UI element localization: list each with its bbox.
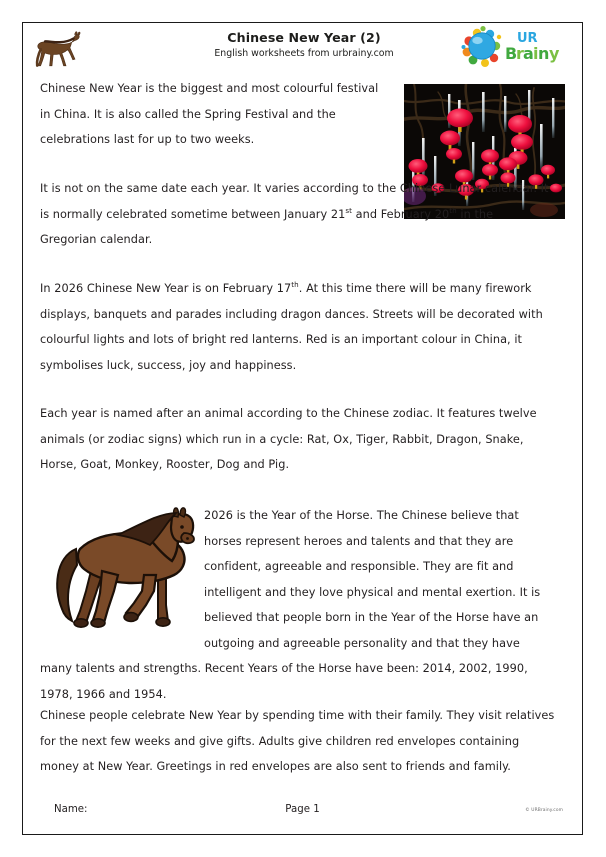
- worksheet-header: [24, 24, 581, 72]
- urbrainy-logo: [461, 25, 573, 69]
- copyright-notice: © URBrainy.com: [525, 808, 563, 813]
- ordinal-suffix-st: st: [345, 205, 353, 215]
- page-subtitle: English worksheets from urbrainy.com: [214, 48, 394, 59]
- paragraph-5-text: 2026 is the Year of the Horse. The Chinese believe that horses represent heroes and talents and that they are confident, agreeable and responsible. They are fit and intelligent and they love physical and mental exertion. It is believed that people born in the Year of the Horse have an outgoing and agreeable personality and that they have many talents and strengths. Recent Years of the Horse have been: 2014, 2002, 1990, 1978, 1966 and 1954.: [40, 509, 541, 701]
- paragraph-family-traditions: Chinese people celebrate New Year by spending time with their family. They visit relatives for the next few weeks and give gifts. Adults give children red envelopes containing money at New Year. Greetings in red envelopes are also sent to friends and family.: [40, 709, 555, 773]
- paragraph-3-text-a: In 2026 Chinese New Year is on February 17: [40, 282, 292, 295]
- paragraph-date-varies: [40, 176, 550, 253]
- worksheet-footer: [24, 800, 581, 830]
- logo-ur: UR: [517, 31, 538, 46]
- page-number: Page 1: [285, 804, 320, 815]
- paragraph-intro: Chinese New Year is the biggest and most colourful festival in China. It is also called the Spring Festival and the celebrations last for up to two weeks.: [40, 82, 379, 146]
- page-title: Chinese New Year (2): [227, 30, 381, 45]
- paragraph-zodiac: Each year is named after an animal according to the Chinese zodiac. It features twelve animals (or zodiac signs) which run in a cycle: Rat, Ox, Tiger, Rabbit, Dragon, Snake, Horse, Goat, Monkey, Rooster, Dog and Pig.: [40, 407, 537, 471]
- horse-icon: [30, 28, 84, 68]
- paragraph-2-text-b: and February 20: [352, 207, 450, 221]
- svg-text:n: n: [538, 44, 550, 63]
- svg-text:i: i: [533, 44, 539, 63]
- paragraph-year-of-the-horse: [40, 503, 555, 707]
- paragraph-2-text-c: in the Gregorian calendar.: [40, 207, 494, 246]
- svg-text:r: r: [516, 44, 524, 63]
- header-titles: [144, 30, 464, 61]
- brown-horse-illustration: [46, 505, 198, 633]
- worksheet-content: [40, 76, 565, 786]
- paragraph-2026-celebrations: [40, 276, 555, 378]
- ordinal-suffix-th: th: [449, 205, 457, 215]
- svg-text:a: a: [523, 44, 534, 63]
- svg-text:B: B: [505, 44, 518, 63]
- name-label: Name:: [54, 804, 88, 815]
- paragraph-3-text-b: . At this time there will be many firework displays, banquets and parades including dragon dances. Streets will be decorated with colourful lights and lots of bright red lanterns. Red is an important colour in China, it symbolises luck, success, joy and happiness.: [40, 282, 543, 372]
- logo-brainy: [505, 44, 560, 63]
- paragraph-2-text-a: It is not on the same date each year. It varies according to the Chinese Lunar calendar. It is normally celebrated sometime between January 21: [40, 182, 549, 221]
- ordinal-suffix-th-feb17: th: [291, 280, 299, 290]
- svg-text:y: y: [549, 44, 560, 63]
